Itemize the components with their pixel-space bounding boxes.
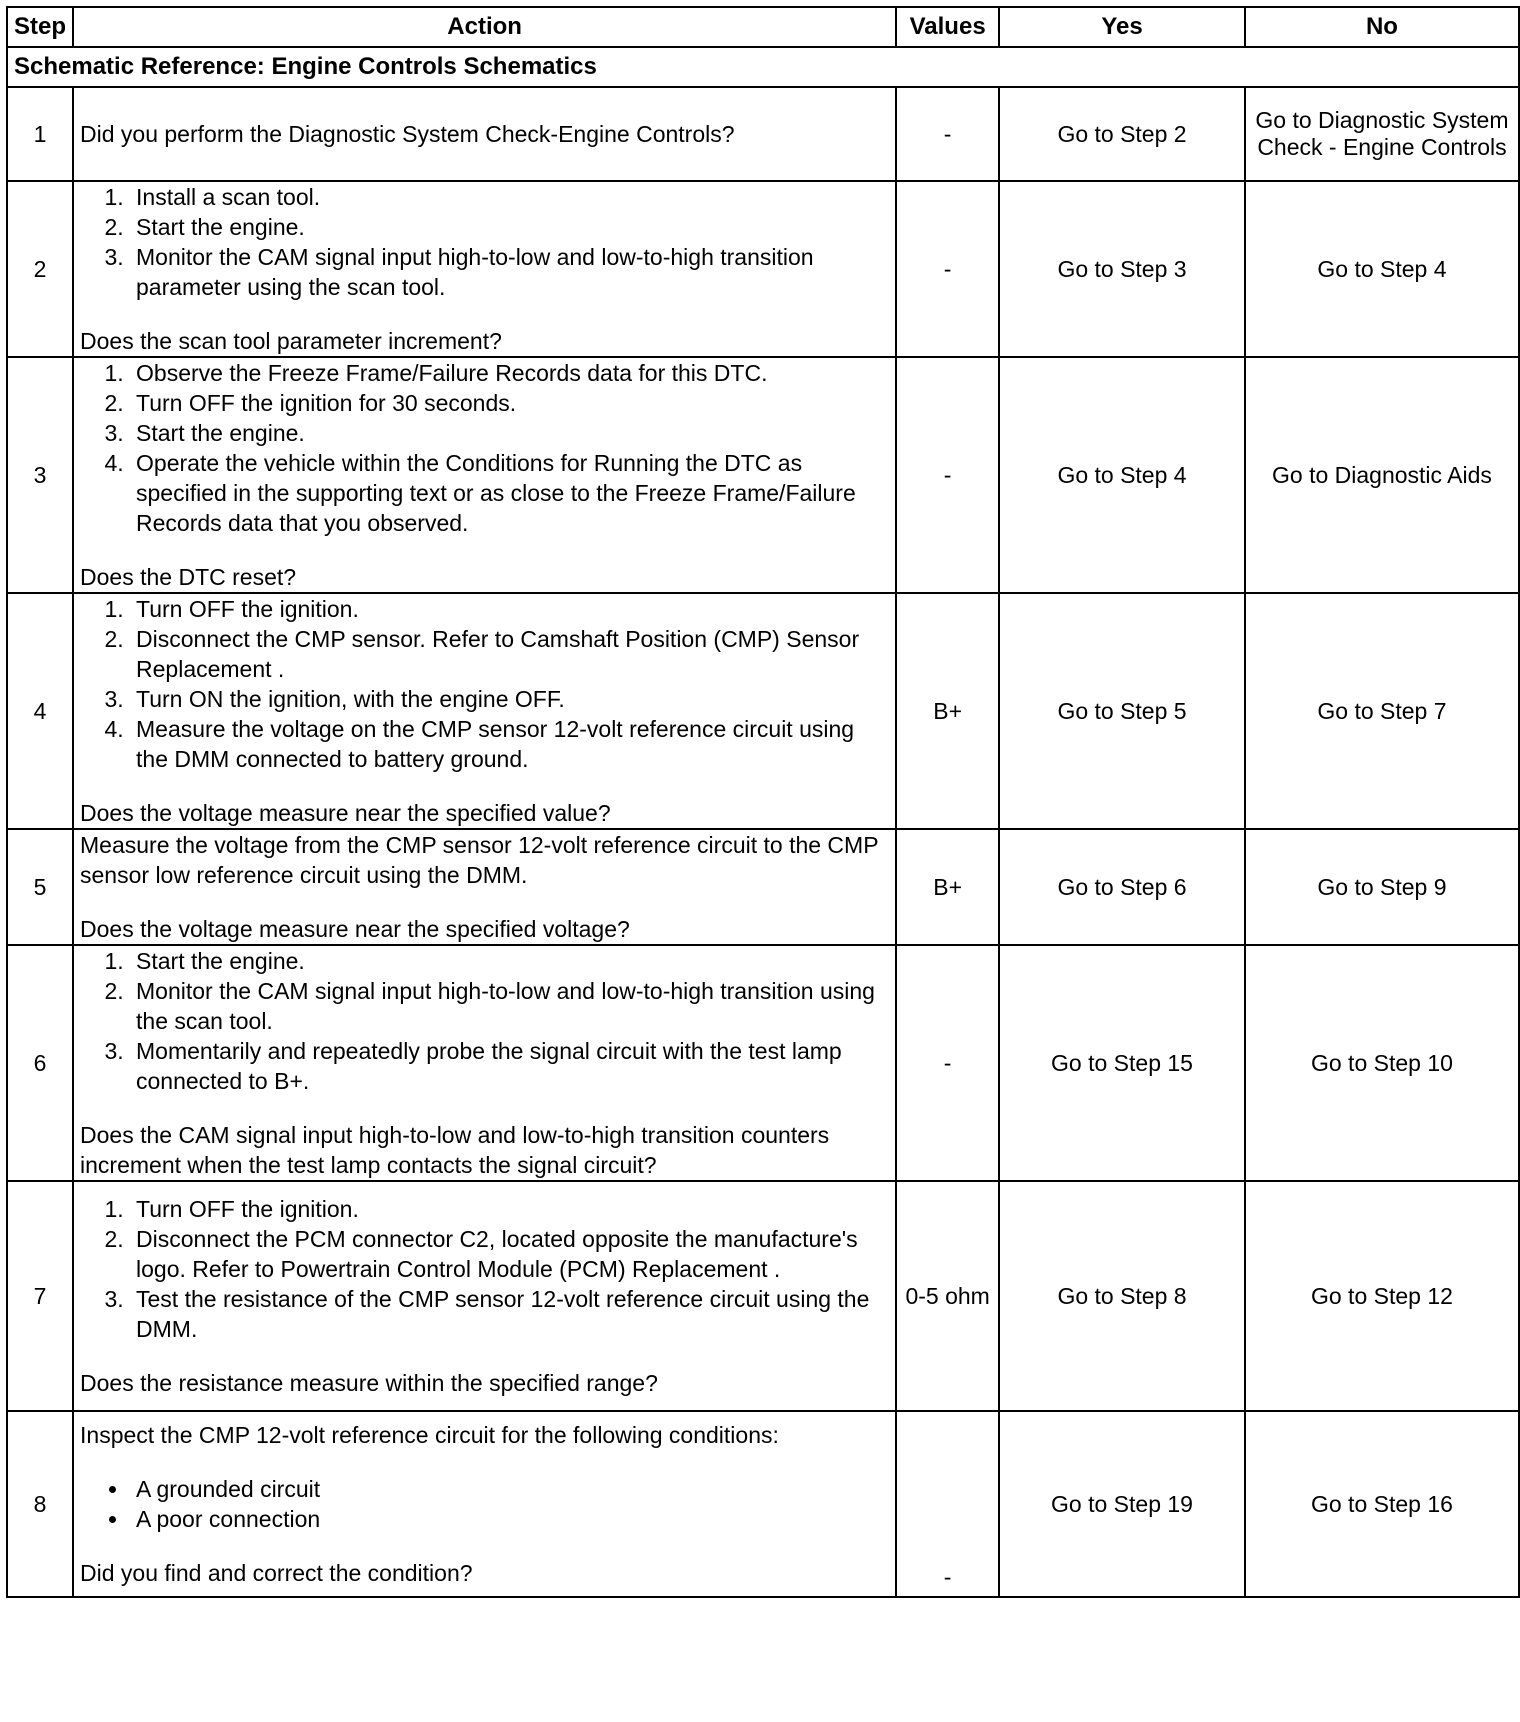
action-steps — [80, 182, 889, 302]
no-cell: Go to Step 4 — [1245, 181, 1519, 357]
yes-cell: Go to Step 19 — [999, 1411, 1245, 1597]
schematic-reference: Schematic Reference: Engine Controls Schematics — [7, 47, 1519, 87]
yes-cell: Go to Step 4 — [999, 357, 1245, 593]
header-values: Values — [896, 7, 999, 47]
value-cell: - — [896, 357, 999, 593]
action-question: Does the scan tool parameter increment? — [80, 328, 502, 354]
action-steps — [80, 594, 889, 774]
header-row — [7, 7, 1519, 47]
condition-item: • A poor connection — [130, 1504, 889, 1534]
yes-cell: Go to Step 15 — [999, 945, 1245, 1181]
action-question: Does the resistance measure within the specified range? — [80, 1370, 658, 1396]
table-row — [7, 1181, 1519, 1411]
action-step: 3. Test the resistance of the CMP sensor 12-volt reference circuit using the DMM. — [130, 1284, 889, 1344]
action-cell — [73, 829, 896, 945]
yes-cell: Go to Step 2 — [999, 87, 1245, 181]
action-step: 4. Operate the vehicle within the Conditions for Running the DTC as specified in the supporting text or as close to the Freeze Frame/Failure Records data that you observed. — [130, 448, 889, 538]
value-cell: - — [896, 181, 999, 357]
header-step: Step — [7, 7, 73, 47]
yes-cell: Go to Step 5 — [999, 593, 1245, 829]
value-cell: - — [896, 945, 999, 1181]
step-number: 5 — [7, 829, 73, 945]
action-step: 3. Monitor the CAM signal input high-to-low and low-to-high transition parameter using the scan tool. — [130, 242, 889, 302]
yes-cell: Go to Step 3 — [999, 181, 1245, 357]
action-question: Does the voltage measure near the specified voltage? — [80, 916, 630, 942]
table-row — [7, 945, 1519, 1181]
no-cell: Go to Step 7 — [1245, 593, 1519, 829]
no-cell: Go to Step 10 — [1245, 945, 1519, 1181]
step-number: 2 — [7, 181, 73, 357]
action-step: 4. Measure the voltage on the CMP sensor 12-volt reference circuit using the DMM connected to battery ground. — [130, 714, 889, 774]
step-number: 6 — [7, 945, 73, 1181]
table-row — [7, 593, 1519, 829]
action-cell — [73, 1411, 896, 1597]
action-question: Does the DTC reset? — [80, 564, 297, 590]
table-row — [7, 1411, 1519, 1597]
condition-item: • A grounded circuit — [130, 1474, 889, 1504]
action-question: Did you find and correct the condition? — [80, 1560, 473, 1586]
action-cell — [73, 593, 896, 829]
step-number: 3 — [7, 357, 73, 593]
action-cell — [73, 181, 896, 357]
action-steps — [80, 358, 889, 538]
no-cell: Go to Step 9 — [1245, 829, 1519, 945]
action-text: Did you perform the Diagnostic System Check-Engine Controls? — [80, 121, 735, 147]
value-cell: B+ — [896, 593, 999, 829]
yes-cell: Go to Step 8 — [999, 1181, 1245, 1411]
action-step: 2. Monitor the CAM signal input high-to-low and low-to-high transition using the scan tool. — [130, 976, 889, 1036]
header-no: No — [1245, 7, 1519, 47]
action-cell — [73, 945, 896, 1181]
action-cell — [73, 357, 896, 593]
table-row — [7, 829, 1519, 945]
step-number: 7 — [7, 1181, 73, 1411]
action-text: Inspect the CMP 12-volt reference circuit for the following conditions: — [80, 1422, 779, 1448]
no-cell: Go to Step 16 — [1245, 1411, 1519, 1597]
step-number: 8 — [7, 1411, 73, 1597]
action-step: 1. Install a scan tool. — [130, 182, 889, 212]
action-step: 3. Turn ON the ignition, with the engine OFF. — [130, 684, 889, 714]
header-action: Action — [73, 7, 896, 47]
diagnostic-table — [6, 6, 1520, 1598]
step-number: 1 — [7, 87, 73, 181]
value-cell: - — [896, 1411, 999, 1597]
action-question: Does the voltage measure near the specified value? — [80, 800, 611, 826]
action-text: Measure the voltage from the CMP sensor 12-volt reference circuit to the CMP sensor low reference circuit using the DMM. — [80, 832, 879, 888]
table-row — [7, 87, 1519, 181]
action-step: 1. Turn OFF the ignition. — [130, 594, 889, 624]
action-cell — [73, 1181, 896, 1411]
action-cell — [73, 87, 896, 181]
table-row — [7, 181, 1519, 357]
yes-cell: Go to Step 6 — [999, 829, 1245, 945]
action-step: 1. Turn OFF the ignition. — [130, 1194, 889, 1224]
value-cell: 0-5 ohm — [896, 1181, 999, 1411]
condition-list — [80, 1474, 889, 1534]
table-row — [7, 357, 1519, 593]
action-step: 1. Observe the Freeze Frame/Failure Records data for this DTC. — [130, 358, 889, 388]
no-cell: Go to Diagnostic System Check - Engine Controls — [1245, 87, 1519, 181]
action-step: 2. Disconnect the PCM connector C2, located opposite the manufacture's logo. Refer to Powertrain Control Module (PCM) Replacement . — [130, 1224, 889, 1284]
value-cell: B+ — [896, 829, 999, 945]
action-steps — [80, 1194, 889, 1344]
value-cell: - — [896, 87, 999, 181]
no-cell: Go to Diagnostic Aids — [1245, 357, 1519, 593]
header-yes: Yes — [999, 7, 1245, 47]
action-steps — [80, 946, 889, 1096]
action-step: 1. Start the engine. — [130, 946, 889, 976]
action-step: 3. Start the engine. — [130, 418, 889, 448]
action-step: 2. Disconnect the CMP sensor. Refer to Camshaft Position (CMP) Sensor Replacement . — [130, 624, 889, 684]
action-question: Does the CAM signal input high-to-low and low-to-high transition counters increment when the test lamp contacts the signal circuit? — [80, 1122, 830, 1178]
action-step: 2. Start the engine. — [130, 212, 889, 242]
action-step: 3. Momentarily and repeatedly probe the signal circuit with the test lamp connected to B+. — [130, 1036, 889, 1096]
no-cell: Go to Step 12 — [1245, 1181, 1519, 1411]
schematic-reference-row — [7, 47, 1519, 87]
action-step: 2. Turn OFF the ignition for 30 seconds. — [130, 388, 889, 418]
step-number: 4 — [7, 593, 73, 829]
